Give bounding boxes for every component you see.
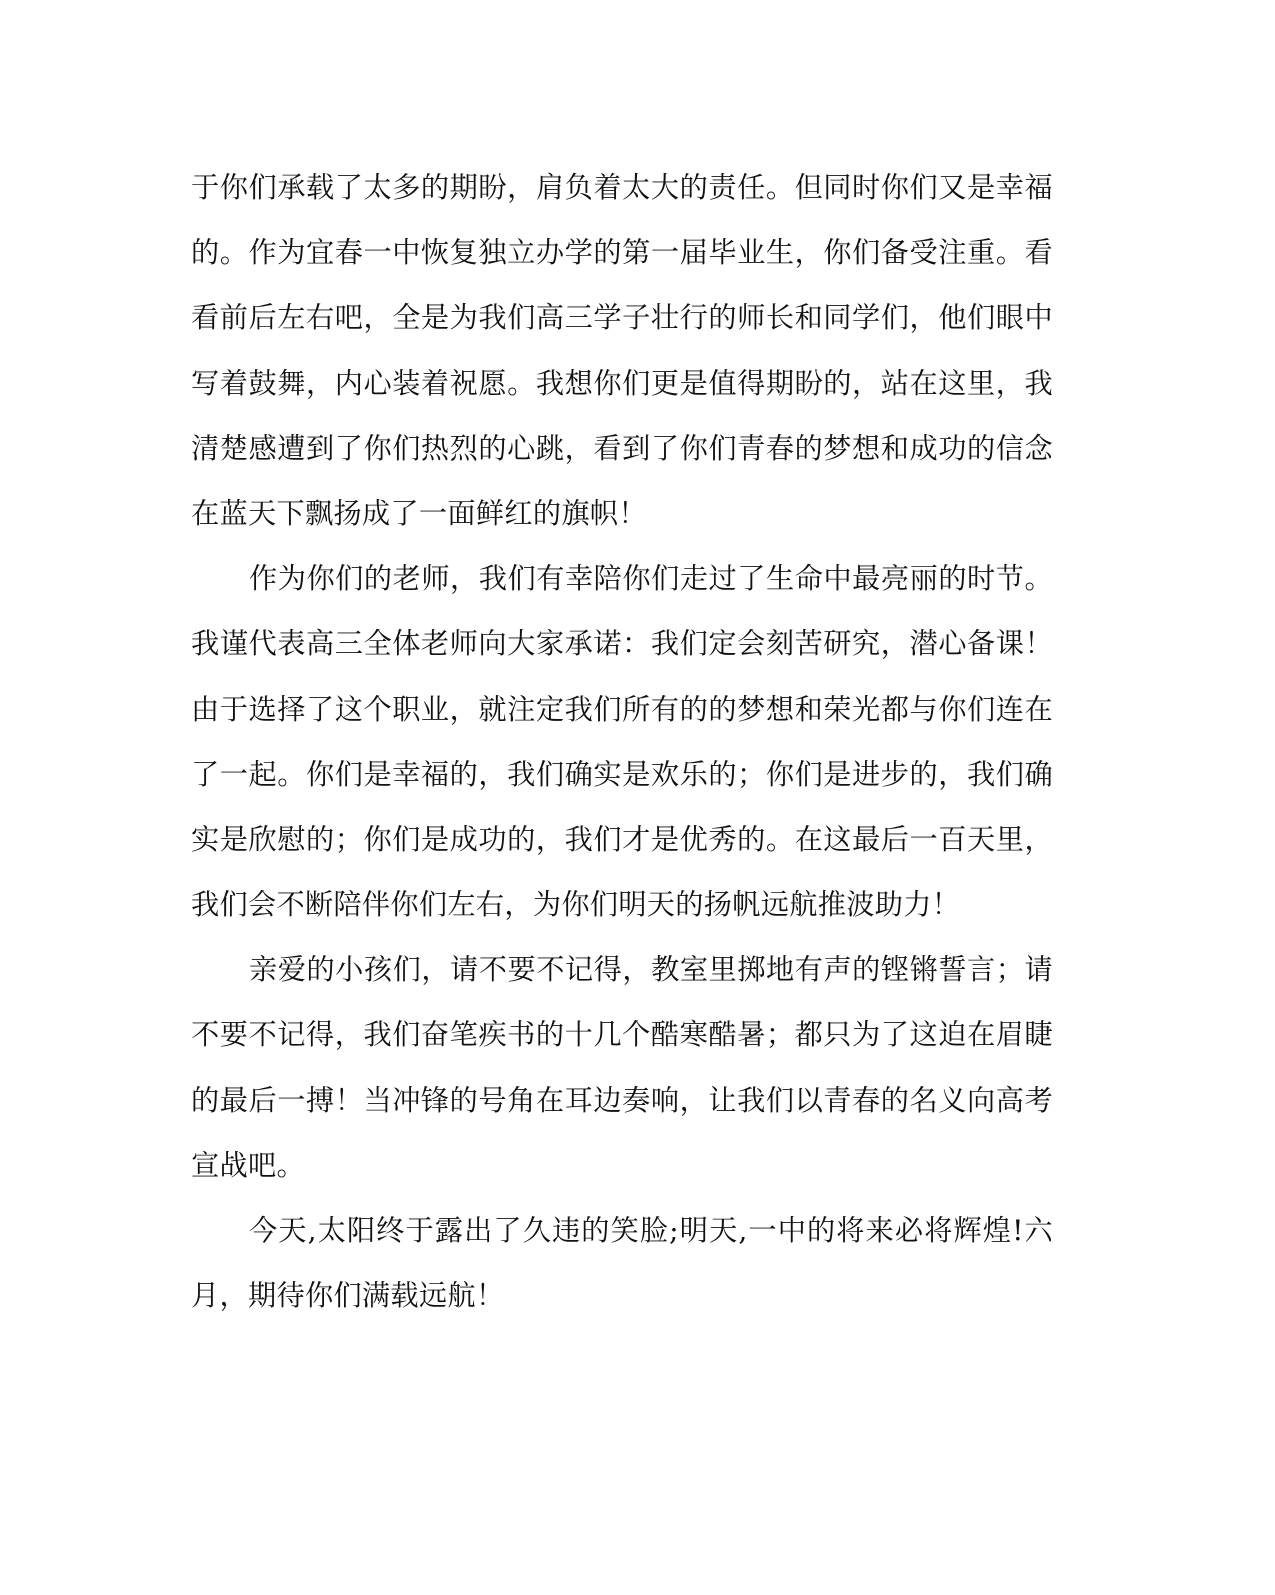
text-line: 实是欣慰的；你们是成功的，我们才是优秀的。在这最后一百天里， — [191, 822, 1053, 856]
text-line: 我谨代表高三全体老师向大家承诺：我们定会刻苦研究，潜心备课！ — [191, 627, 1053, 661]
text-line: 看前后左右吧，全是为我们高三学子壮行的师长和同学们，他们眼中 — [191, 301, 1053, 335]
text-line: 月，期待你们满载远航！ — [191, 1279, 505, 1313]
text-line: 的。作为宜春一中恢复独立办学的第一届毕业生，你们备受注重。看 — [191, 236, 1053, 270]
text-line: 亲爱的小孩们，请不要不记得，教室里掷地有声的铿锵誓言；请 — [249, 953, 1053, 987]
paragraph-4 — [191, 1198, 1053, 1328]
paragraph-2 — [191, 546, 1053, 937]
document-body — [191, 155, 1053, 1328]
text-line: 不要不记得，我们奋笔疾书的十几个酷寒酷暑；都只为了这迫在眉睫 — [191, 1018, 1053, 1052]
text-line: 今天,太阳终于露出了久违的笑脸;明天,一中的将来必将辉煌!六 — [249, 1214, 1053, 1247]
paragraph-1 — [191, 155, 1053, 546]
text-line: 我们会不断陪伴你们左右，为你们明天的扬帆远航推波助力！ — [191, 888, 961, 922]
text-line: 了一起。你们是幸福的，我们确实是欢乐的；你们是进步的，我们确 — [191, 757, 1053, 791]
text-line: 于你们承载了太多的期盼，肩负着太大的责任。但同时你们又是幸福 — [191, 171, 1053, 204]
text-line: 的最后一搏！当冲锋的号角在耳边奏响，让我们以青春的名义向高考 — [191, 1083, 1053, 1117]
text-line: 作为你们的老师，我们有幸陪你们走过了生命中最亮丽的时节。 — [249, 562, 1053, 596]
text-line: 写着鼓舞，内心装着祝愿。我想你们更是值得期盼的，站在这里，我 — [191, 366, 1053, 400]
text-line: 由于选择了这个职业，就注定我们所有的的梦想和荣光都与你们连在 — [191, 692, 1053, 726]
text-line: 清楚感遭到了你们热烈的心跳，看到了你们青春的梦想和成功的信念 — [191, 431, 1053, 465]
paragraph-3 — [191, 937, 1053, 1198]
text-line: 在蓝天下飘扬成了一面鲜红的旗帜！ — [191, 496, 647, 530]
text-line: 宣战吧。 — [191, 1148, 305, 1182]
